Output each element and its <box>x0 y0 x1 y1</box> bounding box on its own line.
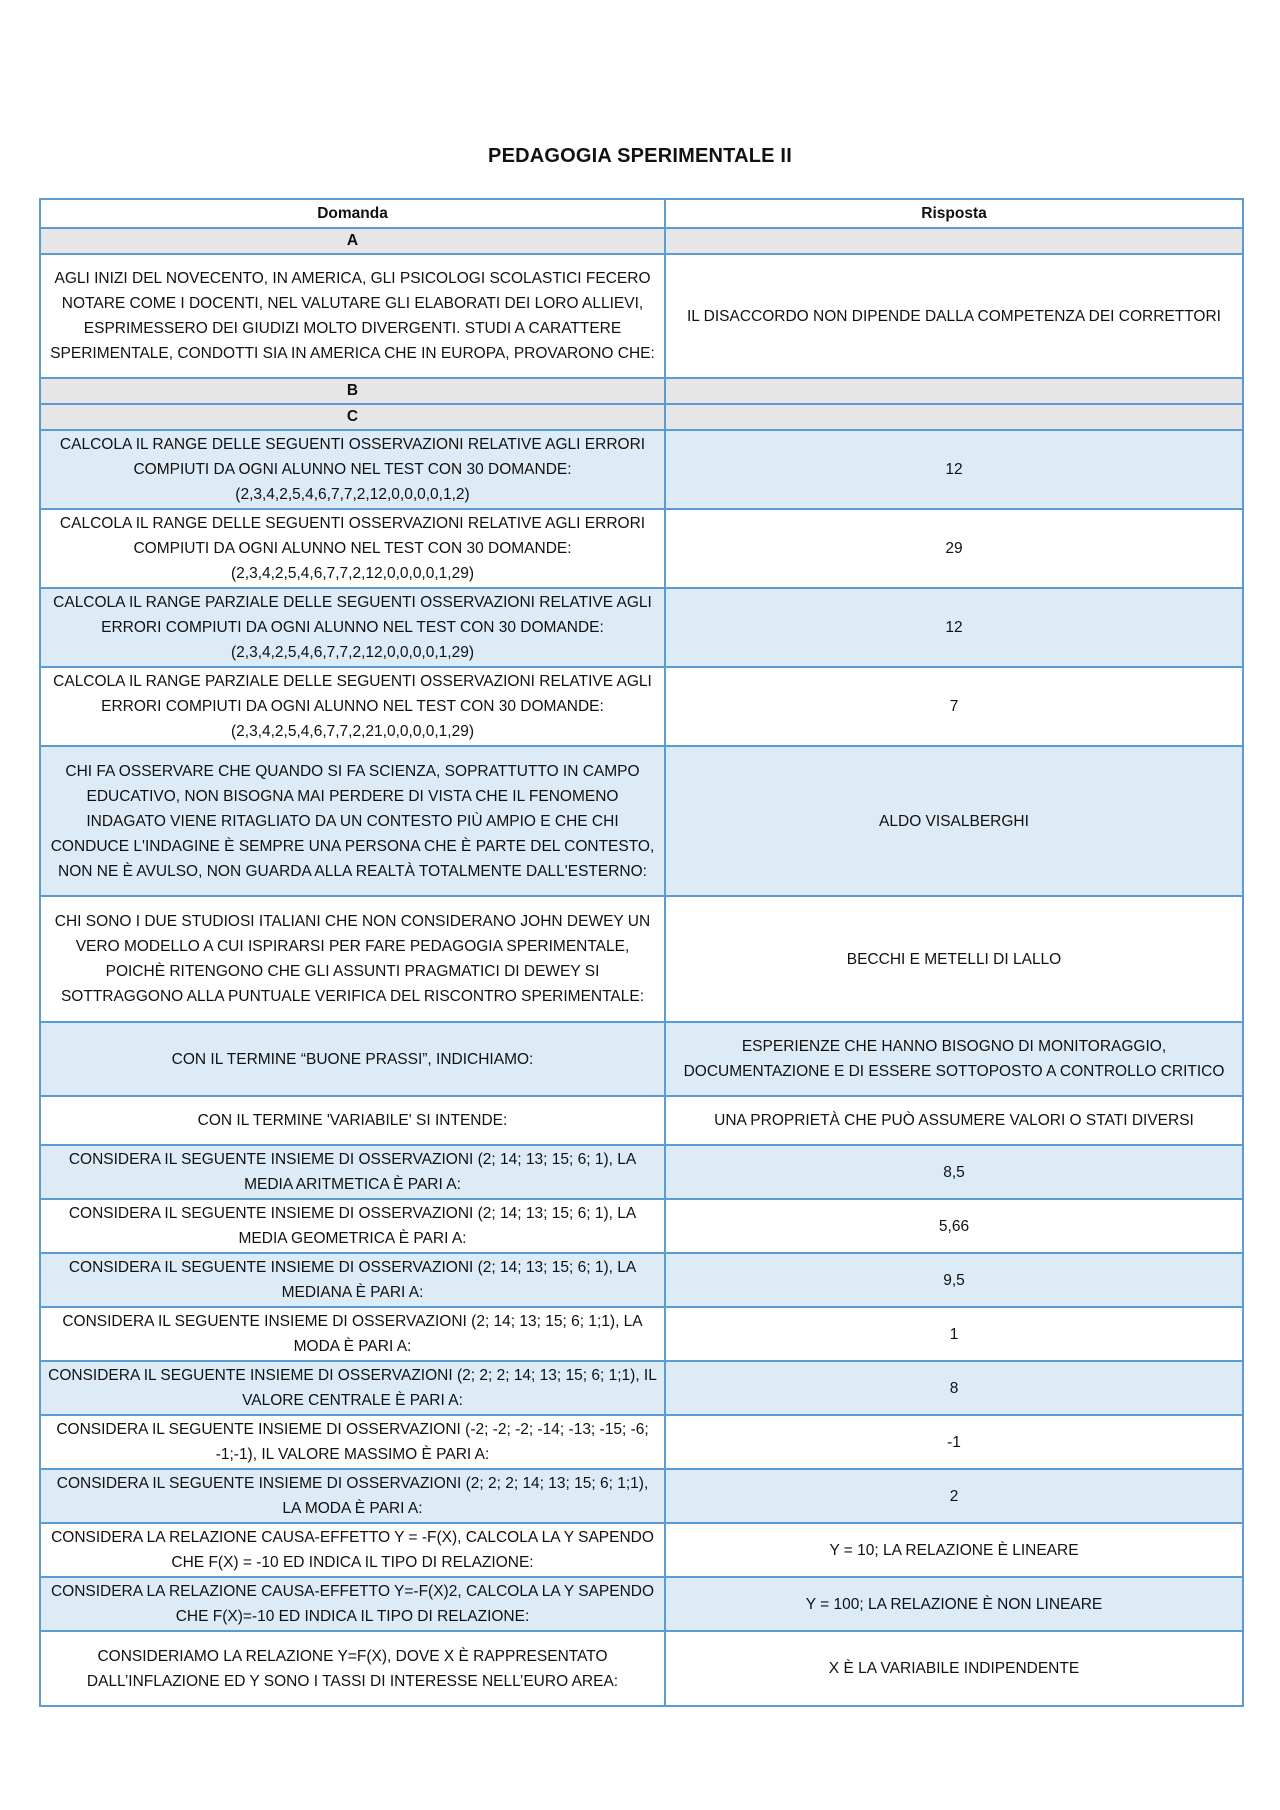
table-row <box>40 1415 1243 1469</box>
answer-cell: IL DISACCORDO NON DIPENDE DALLA COMPETENZA DEI CORRETTORI <box>665 254 1243 378</box>
question-cell: CONSIDERA IL SEGUENTE INSIEME DI OSSERVAZIONI (2; 14; 13; 15; 6; 1), LA MEDIA ARITMETICA È PARI A: <box>40 1145 665 1199</box>
answer-cell: 9,5 <box>665 1253 1243 1307</box>
answer-cell: ESPERIENZE CHE HANNO BISOGNO DI MONITORAGGIO, DOCUMENTAZIONE E DI ESSERE SOTTOPOSTO A CONTROLLO CRITICO <box>665 1022 1243 1096</box>
answer-cell: 7 <box>665 667 1243 746</box>
table-row <box>40 1022 1243 1096</box>
section-empty-cell <box>665 228 1243 254</box>
answer-cell: 1 <box>665 1307 1243 1361</box>
section-label: A <box>40 228 665 254</box>
table-row <box>40 1361 1243 1415</box>
question-cell: CHI SONO I DUE STUDIOSI ITALIANI CHE NON CONSIDERANO JOHN DEWEY UN VERO MODELLO A CUI ISPIRARSI PER FARE PEDAGOGIA SPERIMENTALE, POICHÈ RITENGONO CHE GLI ASSUNTI PRAGMATICI DI DEWEY SI SOTTRAGGONO ALLA PUNTUALE VERIFICA DEL RISCONTRO SPERIMENTALE: <box>40 896 665 1022</box>
question-cell: CONSIDERA IL SEGUENTE INSIEME DI OSSERVAZIONI (2; 2; 2; 14; 13; 15; 6; 1;1), LA MODA È PARI A: <box>40 1469 665 1523</box>
table-row <box>40 1253 1243 1307</box>
answer-cell: X È LA VARIABILE INDIPENDENTE <box>665 1631 1243 1706</box>
table-row <box>40 254 1243 378</box>
answer-cell: 5,66 <box>665 1199 1243 1253</box>
answer-cell: Y = 10; LA RELAZIONE È LINEARE <box>665 1523 1243 1577</box>
table-row <box>40 1523 1243 1577</box>
table-row <box>40 667 1243 746</box>
table-row <box>40 1469 1243 1523</box>
table-row <box>40 509 1243 588</box>
question-cell: CON IL TERMINE 'VARIABILE' SI INTENDE: <box>40 1096 665 1145</box>
question-cell: CONSIDERA IL SEGUENTE INSIEME DI OSSERVAZIONI (2; 14; 13; 15; 6; 1), LA MEDIA GEOMETRICA È PARI A: <box>40 1199 665 1253</box>
answer-cell: 8 <box>665 1361 1243 1415</box>
section-row <box>40 228 1243 254</box>
section-label: B <box>40 378 665 404</box>
table-row <box>40 746 1243 896</box>
question-cell: CALCOLA IL RANGE DELLE SEGUENTI OSSERVAZIONI RELATIVE AGLI ERRORI COMPIUTI DA OGNI ALUNNO NEL TEST CON 30 DOMANDE: (2,3,4,2,5,4,6,7,7,2,12,0,0,0,0,1,29) <box>40 509 665 588</box>
section-row <box>40 378 1243 404</box>
table-row <box>40 1631 1243 1706</box>
table-header-row <box>40 199 1243 228</box>
question-cell: CONSIDERA LA RELAZIONE CAUSA-EFFETTO Y=-F(X)2, CALCOLA LA Y SAPENDO CHE F(X)=-10 ED INDICA IL TIPO DI RELAZIONE: <box>40 1577 665 1631</box>
table-row <box>40 1307 1243 1361</box>
answer-cell: 29 <box>665 509 1243 588</box>
section-empty-cell <box>665 404 1243 430</box>
table-row <box>40 896 1243 1022</box>
header-answer: Risposta <box>665 199 1243 228</box>
section-empty-cell <box>665 378 1243 404</box>
answer-cell: -1 <box>665 1415 1243 1469</box>
qa-table <box>39 198 1244 1707</box>
question-cell: CONSIDERA IL SEGUENTE INSIEME DI OSSERVAZIONI (2; 14; 13; 15; 6; 1), LA MEDIANA È PARI A: <box>40 1253 665 1307</box>
answer-cell: 12 <box>665 588 1243 667</box>
answer-cell: Y = 100; LA RELAZIONE È NON LINEARE <box>665 1577 1243 1631</box>
table-row <box>40 1096 1243 1145</box>
answer-cell: ALDO VISALBERGHI <box>665 746 1243 896</box>
answer-cell: 8,5 <box>665 1145 1243 1199</box>
header-question: Domanda <box>40 199 665 228</box>
table-row <box>40 1199 1243 1253</box>
section-label: C <box>40 404 665 430</box>
question-cell: CONSIDERA LA RELAZIONE CAUSA-EFFETTO Y = -F(X), CALCOLA LA Y SAPENDO CHE F(X) = -10 ED INDICA IL TIPO DI RELAZIONE: <box>40 1523 665 1577</box>
answer-cell: 2 <box>665 1469 1243 1523</box>
question-cell: CON IL TERMINE “BUONE PRASSI”, INDICHIAMO: <box>40 1022 665 1096</box>
table-row <box>40 1577 1243 1631</box>
question-cell: CONSIDERA IL SEGUENTE INSIEME DI OSSERVAZIONI (-2; -2; -2; -14; -13; -15; -6; -1;-1), IL VALORE MASSIMO È PARI A: <box>40 1415 665 1469</box>
page-title: PEDAGOGIA SPERIMENTALE II <box>488 145 792 167</box>
answer-cell: 12 <box>665 430 1243 509</box>
answer-cell: BECCHI E METELLI DI LALLO <box>665 896 1243 1022</box>
table-body <box>40 228 1243 1706</box>
question-cell: CONSIDERIAMO LA RELAZIONE Y=F(X), DOVE X È RAPPRESENTATO DALL’INFLAZIONE ED Y SONO I TASSI DI INTERESSE NELL’EURO AREA: <box>40 1631 665 1706</box>
answer-cell: UNA PROPRIETÀ CHE PUÒ ASSUMERE VALORI O STATI DIVERSI <box>665 1096 1243 1145</box>
question-cell: AGLI INIZI DEL NOVECENTO, IN AMERICA, GLI PSICOLOGI SCOLASTICI FECERO NOTARE COME I DOCENTI, NEL VALUTARE GLI ELABORATI DEI LORO ALLIEVI, ESPRIMESSERO DEI GIUDIZI MOLTO DIVERGENTI. STUDI A CARATTERE SPERIMENTALE, CONDOTTI SIA IN AMERICA CHE IN EUROPA, PROVARONO CHE: <box>40 254 665 378</box>
question-cell: CONSIDERA IL SEGUENTE INSIEME DI OSSERVAZIONI (2; 14; 13; 15; 6; 1;1), LA MODA È PARI A: <box>40 1307 665 1361</box>
question-cell: CONSIDERA IL SEGUENTE INSIEME DI OSSERVAZIONI (2; 2; 2; 14; 13; 15; 6; 1;1), IL VALORE CENTRALE È PARI A: <box>40 1361 665 1415</box>
question-cell: CALCOLA IL RANGE PARZIALE DELLE SEGUENTI OSSERVAZIONI RELATIVE AGLI ERRORI COMPIUTI DA OGNI ALUNNO NEL TEST CON 30 DOMANDE: (2,3,4,2,5,4,6,7,7,2,12,0,0,0,0,1,29) <box>40 588 665 667</box>
section-row <box>40 404 1243 430</box>
question-cell: CHI FA OSSERVARE CHE QUANDO SI FA SCIENZA, SOPRATTUTTO IN CAMPO EDUCATIVO, NON BISOGNA MAI PERDERE DI VISTA CHE IL FENOMENO INDAGATO VIENE RITAGLIATO DA UN CONTESTO PIÙ AMPIO E CHE CHI CONDUCE L'INDAGINE È SEMPRE UNA PERSONA CHE È PARTE DEL CONTESTO, NON NE È AVULSO, NON GUARDA ALLA REALTÀ TOTALMENTE DALL'ESTERNO: <box>40 746 665 896</box>
question-cell: CALCOLA IL RANGE DELLE SEGUENTI OSSERVAZIONI RELATIVE AGLI ERRORI COMPIUTI DA OGNI ALUNNO NEL TEST CON 30 DOMANDE: (2,3,4,2,5,4,6,7,7,2,12,0,0,0,0,1,2) <box>40 430 665 509</box>
question-cell: CALCOLA IL RANGE PARZIALE DELLE SEGUENTI OSSERVAZIONI RELATIVE AGLI ERRORI COMPIUTI DA OGNI ALUNNO NEL TEST CON 30 DOMANDE: (2,3,4,2,5,4,6,7,7,2,21,0,0,0,0,1,29) <box>40 667 665 746</box>
table-row <box>40 588 1243 667</box>
table-row <box>40 430 1243 509</box>
table-row <box>40 1145 1243 1199</box>
